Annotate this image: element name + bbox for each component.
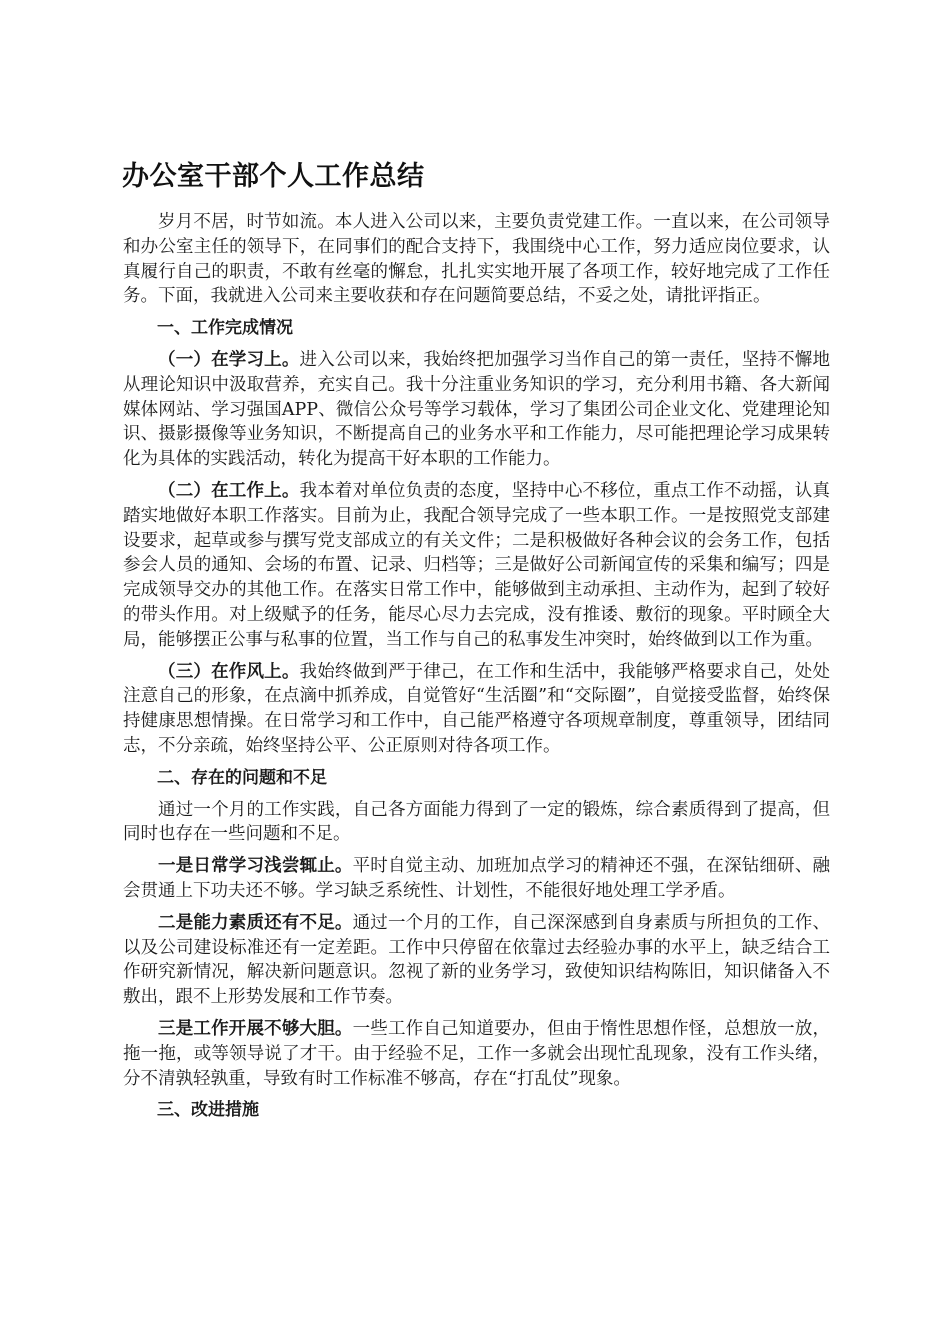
paragraph-lead: （一）在学习上。 <box>158 349 300 370</box>
paragraph-study <box>123 348 830 472</box>
paragraph-text: 通过一个月的工作，自己深深感到自身素质与所担负的工作、以及公司建设标准还有一定差距。工作中只停留在依靠过去经验办事的水平上，缺乏结合工作研究新情况，解决新问题意识。忽视了新的业务学习，致使知识结构陈旧，知识储备入不敷出，跟不上形势发展和工作节奏。 <box>123 912 831 1008</box>
paragraph-lead: （三）在作风上。 <box>158 661 300 682</box>
paragraph-work <box>123 479 830 653</box>
section-heading-problems: 二、存在的问题和不足 <box>157 767 327 788</box>
section-heading-work-status: 一、工作完成情况 <box>157 318 293 339</box>
paragraph-text: 进入公司以来，我始终把加强学习当作自己的第一责任，坚持不懈地从理论知识中汲取营养，充实自己。我十分注重业务知识的学习，充分利用书籍、各大新闻媒体网站、学习强国APP、微信公众号等学习载体，学习了集团公司企业文化、党建理论知识、摄影摄像等业务知识，不断提高自己的业务水平和工作能力，尽可能把理论学习成果转化为具体的实践活动，转化为提高干好本职的工作能力。 <box>123 349 830 470</box>
paragraph-lead: 一是日常学习浅尝辄止。 <box>158 856 353 877</box>
intro-paragraph: 岁月不居，时节如流。本人进入公司以来，主要负责党建工作。一直以来，在公司领导和办公室主任的领导下，在同事们的配合支持下，我围绕中心工作，努力适应岗位要求，认真履行自己的职责，不敢有丝毫的懈怠，扎扎实实地开展了各项工作，较好地完成了工作任务。下面，我就进入公司来主要收获和存在问题简要总结，不妥之处，请批评指正。 <box>123 212 830 307</box>
document-title: 办公室干部个人工作总结 <box>122 161 425 192</box>
paragraph-text: 我始终做到严于律己，在工作和生活中，我能够严格要求自己，处处注意自己的形象，在点滴中抓养成，自觉管好“生活圈”和“交际圈”，自觉接受监督，始终保持健康思想情操。在日常学习和工作中，自己能严格遵守各项规章制度，尊重领导，团结同志，不分亲疏，始终坚持公平、公正原则对待各项工作。 <box>123 661 830 756</box>
paragraph-text: 一些工作自己知道要办，但由于惰性思想作怪，总想放一放，拖一拖，或等领导说了才干。由于经验不足，工作一多就会出现忙乱现象，没有工作头绪，分不清孰轻孰重，导致有时工作标准不够高，存在“打乱仗”现象。 <box>123 1018 831 1089</box>
paragraph-style <box>123 660 830 759</box>
document-body <box>123 210 830 1130</box>
paragraph-lead: 二是能力素质还有不足。 <box>158 912 353 933</box>
paragraph-lead: 三是工作开展不够大胆。 <box>158 1018 353 1039</box>
paragraph-text: 我本着对单位负责的态度，坚持中心不移位，重点工作不动摇，认真踏实地做好本职工作落实。目前为止，我配合领导完成了一些本职工作。一是按照党支部建设要求，起草或参与撰写党支部成立的有关文件；二是积极做好各种会议的会务工作，包括参会人员的通知、会场的布置、记录、归档等；三是做好公司新闻宣传的采集和编写；四是完成领导交办的其他工作。在落实日常工作中，能够做到主动承担、主动作为，起到了较好的带头作用。对上级赋予的任务，能尽心尽力去完成，没有推诿、敷衍的现象。平时顾全大局，能够摆正公事与私事的位置，当工作与自己的私事发生冲突时，始终做到以工作为重。 <box>123 480 830 650</box>
paragraph-lead: （二）在工作上。 <box>158 480 300 501</box>
paragraph-text: 平时自觉主动、加班加点学习的精神还不强，在深钻细研、融会贯通上下功夫还不够。学习缺乏系统性、计划性，不能很好地处理工学矛盾。 <box>123 856 831 901</box>
paragraph-issue-2 <box>123 911 830 1010</box>
paragraph-issue-3 <box>123 1017 830 1091</box>
problems-intro-paragraph: 通过一个月的工作实践，自己各方面能力得到了一定的锻炼，综合素质得到了提高，但同时也存在一些问题和不足。 <box>123 799 830 845</box>
paragraph-issue-1 <box>123 854 830 904</box>
section-heading-improvements: 三、改进措施 <box>157 1100 259 1121</box>
